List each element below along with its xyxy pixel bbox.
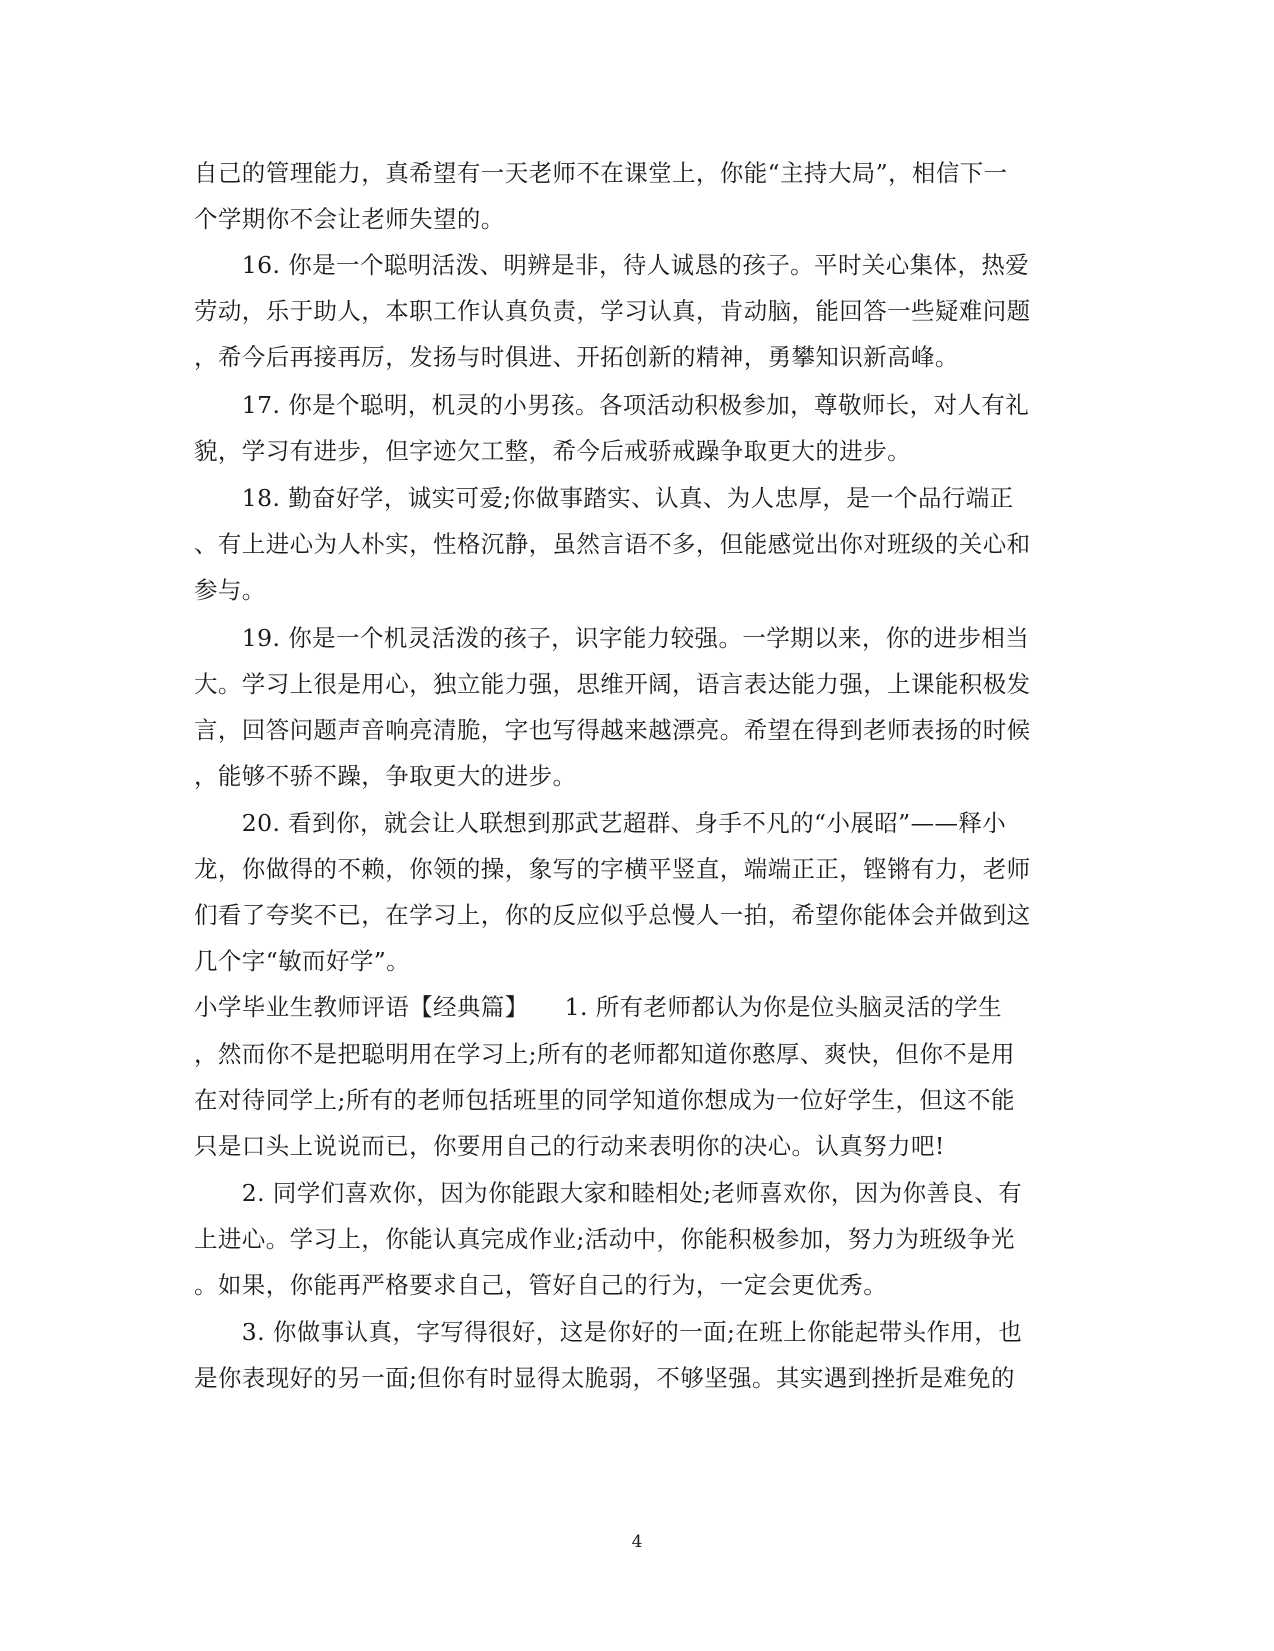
text-line: 自己的管理能力，真希望有一天老师不在课堂上，你能“主持大局”，相信下一 (194, 159, 1008, 187)
text-line: 是你表现好的另一面;但你有时显得太脆弱，不够坚强。其实遇到挫折是难免的 (194, 1364, 1015, 1392)
text-line: 貌，学习有进步，但字迹欠工整，希今后戒骄戒躁争取更大的进步。 (194, 437, 911, 465)
text-line: 劳动，乐于助人，本职工作认真负责，学习认真，肯动脑，能回答一些疑难问题 (194, 297, 1031, 325)
text-line: 19. 你是一个机灵活泼的孩子，识字能力较强。一学期以来，你的进步相当 (194, 624, 1030, 652)
text-line: 们看了夸奖不已，在学习上，你的反应似乎总慢人一拍，希望你能体会并做到这 (194, 901, 1031, 929)
text-line: 、有上进心为人朴实，性格沉静，虽然言语不多，但能感觉出你对班级的关心和 (194, 530, 1031, 558)
text-line: 只是口头上说说而已，你要用自己的行动来表明你的决心。认真努力吧! (194, 1132, 945, 1160)
text-line: 2. 同学们喜欢你，因为你能跟大家和睦相处;老师喜欢你，因为你善良、有 (194, 1179, 1023, 1207)
text-line: 18. 勤奋好学，诚实可爱;你做事踏实、认真、为人忠厚，是一个品行端正 (194, 484, 1014, 512)
text-line: 16. 你是一个聪明活泼、明辨是非，待人诚恳的孩子。平时关心集体，热爱 (194, 251, 1030, 279)
text-line: 个学期你不会让老师失望的。 (194, 205, 505, 233)
text-line: 。如果，你能再严格要求自己，管好自己的行为，一定会更优秀。 (194, 1271, 888, 1299)
text-line: 参与。 (194, 576, 266, 604)
text-line: 大。学习上很是用心，独立能力强，思维开阔，语言表达能力强，上课能积极发 (194, 670, 1031, 698)
text-line: ，希今后再接再厉，发扬与时俱进、开拓创新的精神，勇攀知识新高峰。 (194, 343, 959, 371)
text-line: ，能够不骄不躁，争取更大的进步。 (194, 762, 577, 790)
text-line: 上进心。学习上，你能认真完成作业;活动中，你能积极参加，努力为班级争光 (194, 1225, 1015, 1253)
text-line: ，然而你不是把聪明用在学习上;所有的老师都知道你憨厚、爽快，但你不是用 (194, 1040, 1015, 1068)
text-line: 3. 你做事认真，字写得很好，这是你好的一面;在班上你能起带头作用，也 (194, 1318, 1023, 1346)
text-line: 几个字“敏而好学”。 (194, 947, 411, 975)
text-line: 在对待同学上;所有的老师包括班里的同学知道你想成为一位好学生，但这不能 (194, 1086, 1015, 1114)
text-line: 20. 看到你，就会让人联想到那武艺超群、身手不凡的“小展昭”——释小 (194, 809, 1007, 837)
text-line: 小学毕业生教师评语【经典篇】 1. 所有老师都认为你是位头脑灵活的学生 (194, 993, 1003, 1021)
page-number: 4 (631, 1532, 643, 1552)
text-line: 言，回答问题声音响亮清脆，字也写得越来越漂亮。希望在得到老师表扬的时候 (194, 716, 1031, 744)
text-line: 17. 你是个聪明，机灵的小男孩。各项活动积极参加，尊敬师长，对人有礼 (194, 391, 1030, 419)
text-line: 龙，你做得的不赖，你领的操，象写的字横平竖直，端端正正，铿锵有力，老师 (194, 855, 1031, 883)
